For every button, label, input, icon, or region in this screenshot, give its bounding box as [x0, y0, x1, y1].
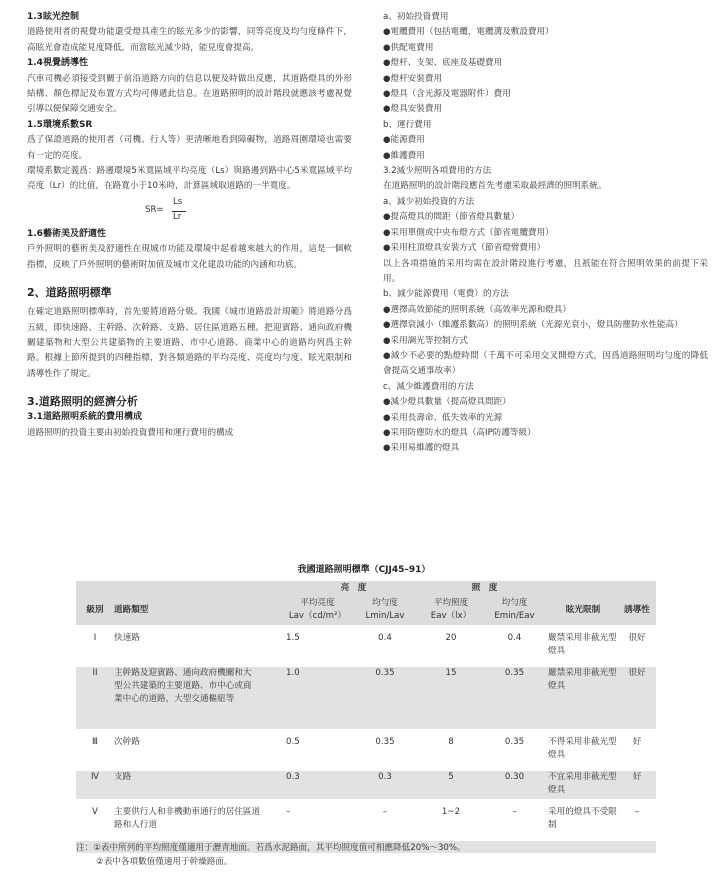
list-item: ●減少不必要的點燈時間（千萬不可采用交叉開燈方式，因爲道路照明均勻度的降低會提高交通事故率）: [383, 350, 708, 377]
header-road-type: 道路類型: [114, 595, 286, 625]
paragraph-cost-structure: 道路照明的投資主要由初始投資費用和運行費用的構成: [27, 427, 234, 438]
list-item: ●能源費用: [383, 135, 425, 146]
paragraph-initial-note: 以上各項措施的采用均需在設計階段進行考慮，且祇能在符合照明效果的前提下采用。: [383, 258, 708, 284]
left-column: [27, 10, 352, 441]
list-item: ●電纜費用（包括電纜，電纜溝及敷設費用）: [383, 27, 554, 38]
formula-denominator: Lr: [173, 211, 182, 222]
list-item: ●選擇衰減小（維護系數高）的照明系統（光源光衰小，燈具防塵防水性能高）: [383, 320, 683, 331]
heading-reduce-costs: 3.2減少照明各項費用的方法: [383, 166, 492, 177]
table-row: Ⅲ 次幹路 0.5 0.35 8 0.35 不得采用非截光型燈具 好: [92, 737, 642, 760]
list-item: ●燈具安裝費用: [383, 104, 443, 115]
list-item: ●采用單側或中央布燈方式（節省電纜費用）: [383, 227, 554, 238]
table-row: Ⅳ 支路 0.3 0.3 5 0.30 不宜采用非截光型燈具 好: [76, 771, 656, 799]
right-column: [383, 10, 708, 457]
table-note-1: 注：①表中所列的平均照度僅適用于瀝青地面。若爲水泥路面，其平均照度值可相應降低20%～30%。: [76, 843, 466, 853]
header-guidance: 誘導性: [618, 595, 656, 625]
table-note-2: ②表中各項數值僅適用于幹燥路面。: [96, 857, 233, 867]
heading-aesthetics: 1.6藝術美及舒適性: [27, 228, 106, 239]
paragraph-visual-guidance: 汽車司機必須接受到關于前沿道路方向的信息以便及時做出反應，其道路燈具的外形結構、顏色標記及布置方式均可傳遞此信息。在道路照明的設計階段就應該考慮視覺引導以便保障交通安全。: [27, 73, 352, 115]
formula-lhs: SR=: [145, 204, 164, 215]
formula-numerator: Ls: [173, 196, 183, 207]
sr-formula: [27, 195, 352, 227]
initial-cost-title: a、初始投資費用: [383, 12, 449, 22]
paragraph-surround-ratio-2: 環境系數定義爲：路邊環境5米寬區域平均亮度（Ls）與路邊到路中心5米寬區域平均亮度（Lr）的比值，在路寬小于10米時，計算區域取道路的一半寬度。: [27, 166, 352, 192]
table-row: Ⅴ 主要供行人和非機動車通行的居住區道路和人行道 – – 1~2 – 采用的燈具不受限制 –: [92, 807, 640, 830]
table-row: II 主幹路及迎賓路、通向政府機關和大型公共建築的主要道路、市中心或商業中心的道路，大型交通樞紐等 1.0 0.35 15 0.35 嚴禁采用非截光型燈具 很好: [76, 667, 656, 729]
list-item: ●采用調光等控制方式: [383, 335, 468, 346]
paragraph-glare-control: 道路使用者的視覺功能還受燈具產生的眩光多少的影響，同等亮度及均勻度條件下，高眩光會造成能見度降低，而當眩光減少時，能見度會提高。: [27, 27, 352, 53]
header-grade: 級別: [76, 595, 114, 625]
list-item: ●采用長壽命、低失效率的光源: [383, 412, 503, 423]
list-item: ●燈杆、支架、底座及基礎費用: [383, 58, 503, 69]
header-avg-illuminance: 平均照度 Eav（lx）: [421, 595, 481, 625]
list-item: ●維護費用: [383, 150, 425, 161]
list-item: ●供配電費用: [383, 42, 434, 53]
list-item: ●采用防塵防水的燈具（高IP防護等級）: [383, 427, 536, 438]
header-glare-limit: 眩光限制: [548, 595, 618, 625]
paragraph-lighting-standards: 在確定道路照明標準時，首先要將道路分級。我國《城市道路設計規範》將道路分爲五級，即快速路、主幹路、次幹路、支路、居住區道路五種。把迎賓路、通向政府機關建築物和大型公共建築物的主要道路、市中心道路、商業中心的道路均列爲主幹路。根據上節所提到的四種指標，對各類道路的平均亮度、亮度均勻度、眩光限制和誘導性作了規定。: [27, 307, 352, 379]
operating-cost-title: b、運行費用: [383, 119, 432, 130]
list-item: ●選擇高效節能的照明系統（高效率光源和燈具）: [383, 304, 571, 315]
header-illuminance-uniformity: 均勻度 Emin/Eav: [481, 595, 548, 625]
header-luminance-group: 亮 度: [286, 581, 421, 595]
table-title: 我國道路照明標準（CJJ45–91）: [297, 565, 431, 575]
header-illuminance-group: 照 度: [421, 581, 548, 595]
header-avg-luminance: 平均亮度 Lav（cd/m²）: [286, 595, 349, 625]
list-item: ●減少燈具數量（提高燈具間距）: [383, 397, 511, 408]
heading-glare-control: 1.3眩光控制: [27, 12, 79, 22]
header-luminance-uniformity: 均勻度 Lmin/Lav: [349, 595, 421, 625]
table-notes: [76, 841, 466, 869]
paragraph-aesthetics: 戶外照明的藝術美及舒適性在現城市功能及環境中起着越來越大的作用，這是一個軟指標，反映了戶外照明的藝術附加值及城市文化建設功能的內涵和功底。: [27, 244, 352, 270]
list-item: ●燈具（含光源及電器附件）費用: [383, 89, 511, 100]
table-row: I 快速路 1.5 0.4 20 0.4 嚴禁采用非截光型燈具 很好: [93, 633, 646, 656]
paragraph-reduce-costs: 在道路照明的設計階段應首先考慮采取最經濟的照明系統。: [383, 181, 607, 192]
list-item: ●采用柱頂燈具安裝方式（節省燈臂費用）: [383, 243, 546, 254]
heading-cost-structure: 3.1道路照明系統的費用構成: [27, 412, 142, 423]
list-item: ●采用易維護的燈具: [383, 443, 460, 454]
heading-visual-guidance: 1.4視覺誘導性: [27, 58, 88, 69]
list-item: ●提高燈具的間距（節省燈具數量）: [383, 212, 520, 223]
paragraph-surround-ratio-1: 爲了保證道路的使用者（司機、行人等）更清晰地看到障礙物，道路周圍環境也需要有一定的亮度。: [27, 135, 352, 161]
reduce-energy-title: b、減少能源費用（電費）的方法: [383, 289, 509, 300]
heading-surround-ratio: 1.5環境系數SR: [27, 119, 93, 130]
lighting-standard-table: [76, 581, 656, 853]
reduce-initial-title: a、減少初始投資的方法: [383, 196, 475, 207]
heading-economic-analysis: 3.道路照明的經濟分析: [27, 395, 138, 409]
reduce-maintenance-title: c、減少維護費用的方法: [383, 381, 474, 392]
list-item: ●燈杆安裝費用: [383, 73, 443, 84]
heading-lighting-standards: 2、道路照明標準: [27, 286, 112, 300]
